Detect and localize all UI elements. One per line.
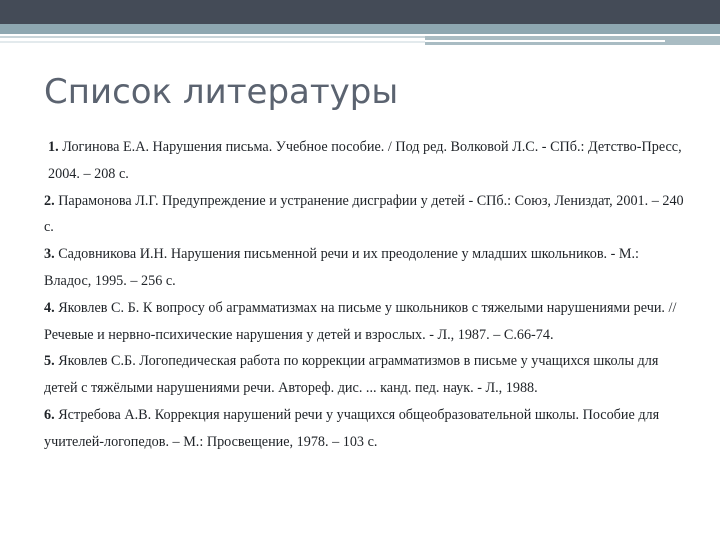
reference-number: 2. xyxy=(44,192,55,209)
reference-number: 4. xyxy=(44,299,55,316)
reference-item xyxy=(44,295,684,349)
header-stripe xyxy=(0,36,430,38)
reference-item xyxy=(44,348,684,402)
reference-text: Логинова Е.А. Нарушения письма. Учебное пособие. / Под ред. Волковой Л.С. - СПб.: Детство-Пресс, 2004. – 208 с. xyxy=(48,139,682,182)
reference-number: 1. xyxy=(48,139,59,155)
reference-item xyxy=(44,134,684,188)
reference-item xyxy=(44,402,684,456)
reference-item xyxy=(44,241,684,295)
reference-text: Яковлев С. Б. К вопросу об аграмматизмах на письме у школьников с тяжелыми нарушениями речи. // Речевые и нервно-психические нарушения у детей и взрослых. - Л., 1987. – С.66-74. xyxy=(44,299,677,343)
reference-number: 6. xyxy=(44,406,55,423)
reference-number: 3. xyxy=(44,246,55,263)
header-stripe xyxy=(425,40,665,42)
reference-item xyxy=(44,188,684,242)
slide-title: Список литературы xyxy=(44,72,399,112)
reference-text: Парамонова Л.Г. Предупреждение и устранение дисграфии у детей - СПб.: Союз, Лениздат, 2001. – 240 с. xyxy=(44,192,684,236)
reference-number: 5. xyxy=(44,353,55,370)
reference-list xyxy=(44,134,684,456)
reference-text: Садовникова И.Н. Нарушения письменной речи и их преодоление у младших школьников. - М.: Владос, 1995. – 256 с. xyxy=(44,246,639,289)
header-bar xyxy=(0,0,720,24)
reference-text: Яковлев С.Б. Логопедическая работа по коррекции аграмматизмов в письме у учащихся школы для детей с тяжёлыми нарушениями речи. Автореф. дис. ... канд. пед. наук. - Л., 1988. xyxy=(44,353,659,397)
header-stripe xyxy=(0,41,425,43)
header-accent-band xyxy=(0,24,720,34)
reference-text: Ястребова А.В. Коррекция нарушений речи у учащихся общеобразовательной школы. Пособие для учителей-логопедов. – М.: Просвещение, 1978. – 103 с. xyxy=(44,406,660,450)
